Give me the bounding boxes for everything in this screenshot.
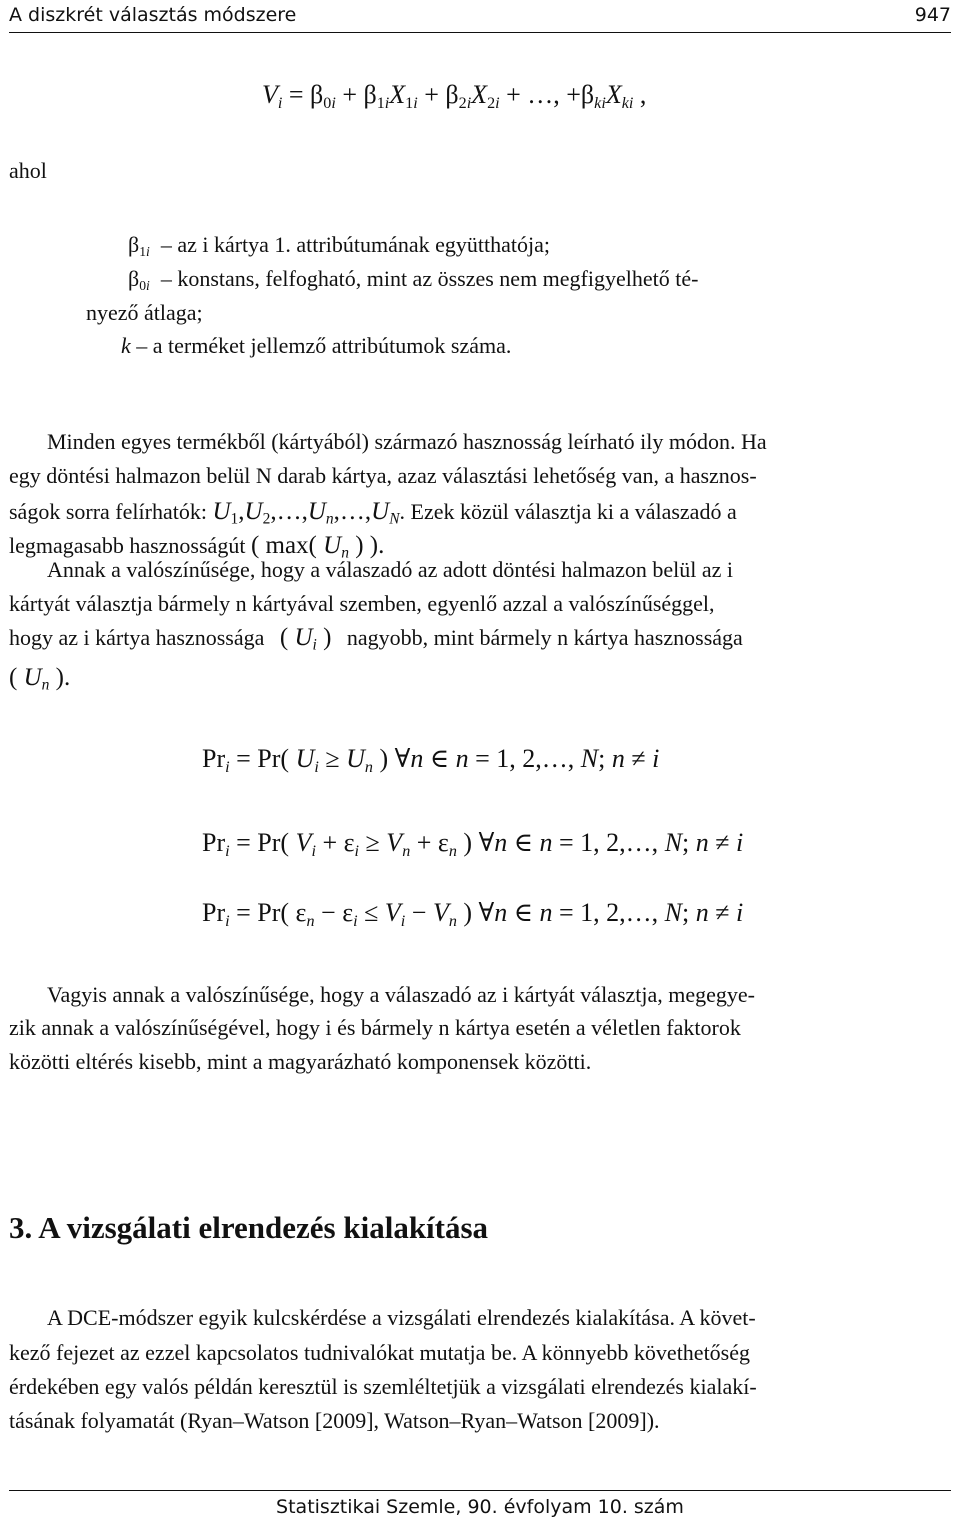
para4-line4: tásának folyamatát (Ryan–Watson [2009], Watson–Ryan–Watson [2009]). (9, 1408, 660, 1433)
probability-equation-1: $Pr_i = Pr$( $U_i \ge U_n$ ) ∀n ∈ n = 1, 2,…, N; n ≠ i (202, 744, 660, 776)
para2-line4: ( $U_n$ ). (9, 664, 71, 694)
running-title: A diszkrét választás módszere (9, 4, 297, 26)
para4-line3: érdekében egy valós példán keresztül is szemléltetjük a vizsgálati elrendezés kialakí- (9, 1374, 757, 1399)
footer-rule (9, 1490, 951, 1491)
definition-k: k – a terméket jellemző attribútumok száma. (121, 333, 512, 358)
ahol-label: ahol (9, 158, 47, 183)
definition-beta0-cont: nyező átlaga; (86, 300, 203, 325)
para2-line3: hogy az i kártya hasznossága ( $U_i$ ) nagyobb, mint bármely n kártya hasznossága (9, 624, 743, 654)
para2-line2: kártyát választja bármely n kártyával szemben, egyenlő azzal a valószínűséggel, (9, 591, 715, 616)
page-number: 947 (914, 4, 951, 26)
para3-line2: zik annak a valószínűségével, hogy i és bármely n kártya esetén a véletlen faktorok (9, 1015, 741, 1040)
para3-line3: közötti eltérés kisebb, mint a magyarázható komponensek közötti. (9, 1049, 592, 1074)
page-footer: Statisztikai Szemle, 90. évfolyam 10. szám (276, 1496, 684, 1518)
probability-equation-2: $Pr_i = Pr$( $V_i + \varepsilon_i \ge V_n + \varepsilon_n$ ) ∀n ∈ n = 1, 2,…, N; n ≠ i (202, 828, 744, 860)
para1-line2: egy döntési halmazon belül N darab kártya, azaz választási lehetőség van, a hasznos- (9, 463, 757, 488)
para3-line1: Vagyis annak a valószínűsége, hogy a válaszadó az i kártyát választja, megegye- (47, 982, 755, 1007)
para4-line2: kező fejezet az ezzel kapcsolatos tudnivalókat mutatja be. A könnyebb követhetőség (9, 1340, 751, 1365)
para1-line4: legmagasabb hasznosságút ( max( $U_n$ ) ). (9, 532, 385, 562)
definition-beta1: $\beta_{1i}$ – az i kártya 1. attribútumának együtthatója; (128, 232, 550, 260)
definition-beta0: $\beta_{0i}$ – konstans, felfogható, mint az összes nem megfigyelhető té- (128, 266, 699, 294)
page-header (9, 2, 951, 32)
section-heading: 3. A vizsgálati elrendezés kialakítása (9, 1210, 489, 1245)
utility-equation: $V_i = \beta_{0i} + \beta_{1i}X_{1i} + \beta_{2i}X_{2i}$ + …, $+\beta_{ki}X_{ki}$ , (262, 80, 647, 112)
header-rule (9, 32, 951, 33)
para1-line3: ságok sorra felírhatók: $U_1,U_2,\dots,U_n,\dots,U_N$. Ezek közül választja ki a válaszadó a (9, 498, 737, 528)
para1-line1: Minden egyes termékből (kártyából) származó hasznosság leírható ily módon. Ha (47, 429, 767, 454)
probability-equation-3: $Pr_i = Pr$( $\varepsilon_n - \varepsilon_i \le V_i - V_n$ ) ∀n ∈ n = 1, 2,…, N; n ≠ i (202, 898, 744, 930)
para4-line1: A DCE-módszer egyik kulcskérdése a vizsgálati elrendezés kialakítása. A követ- (47, 1305, 756, 1330)
para2-line1: Annak a valószínűsége, hogy a válaszadó az adott döntési halmazon belül az i (47, 557, 734, 582)
